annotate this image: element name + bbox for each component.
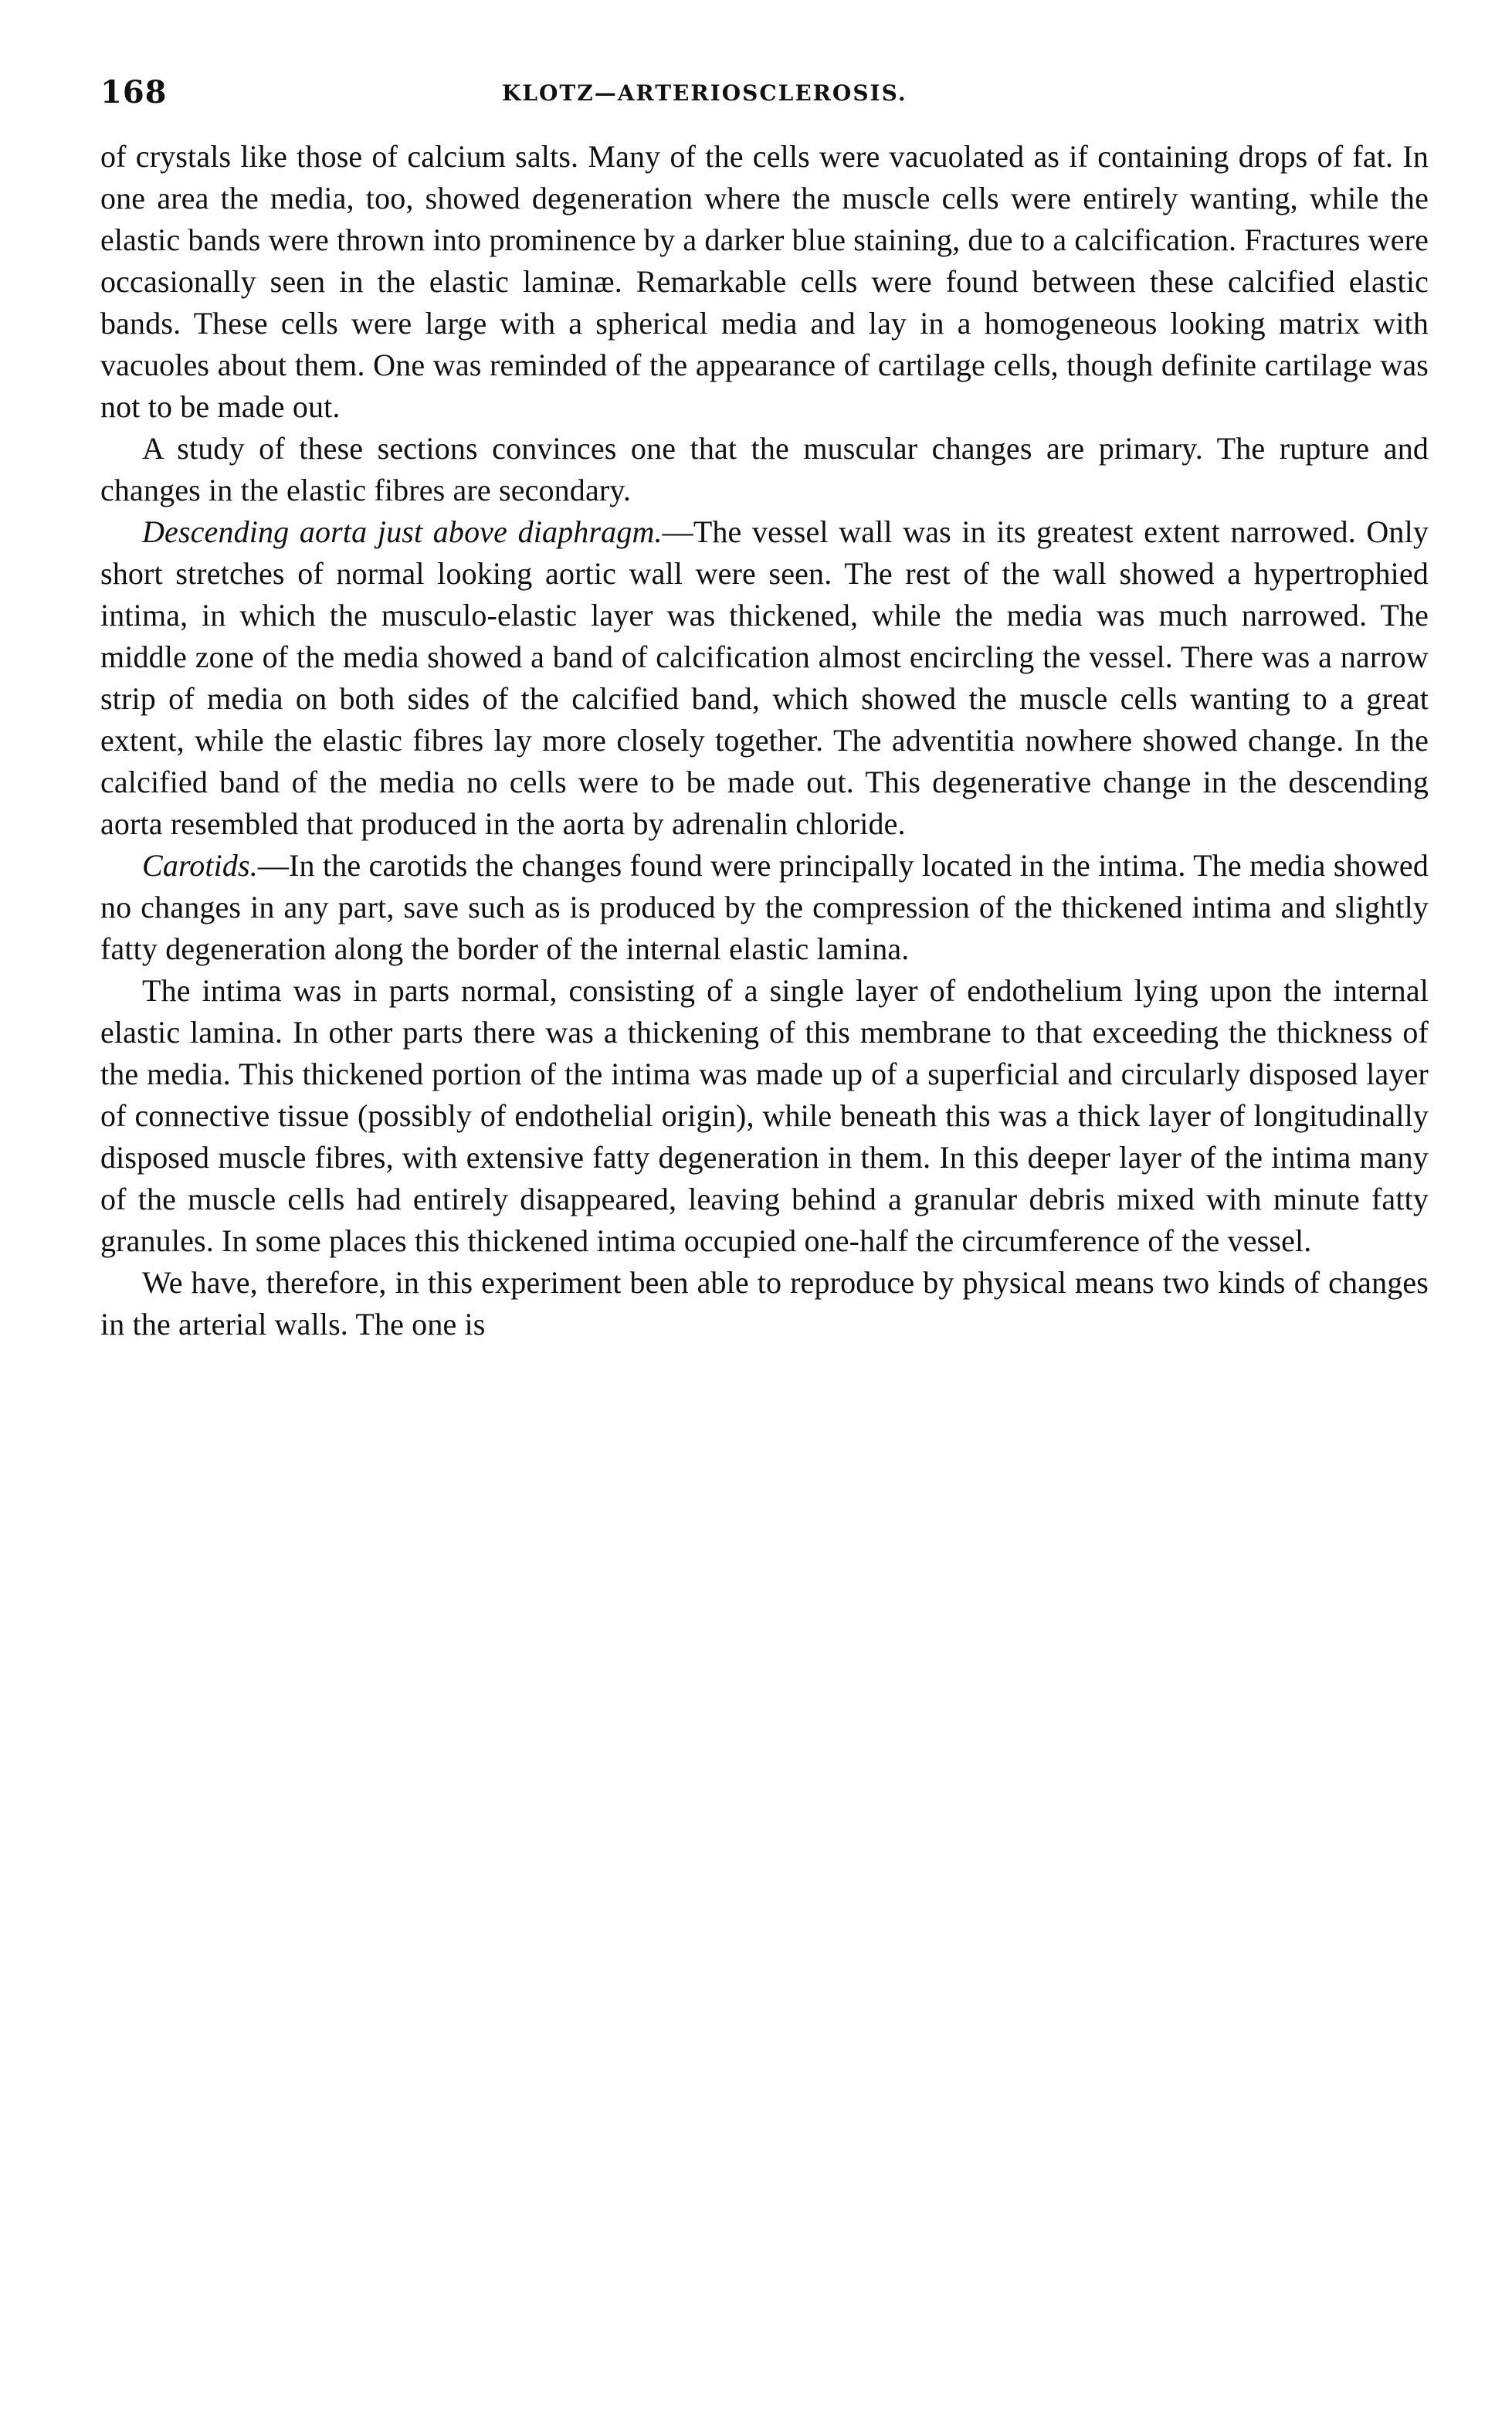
paragraph-4 xyxy=(100,845,1429,970)
paragraph-5 xyxy=(100,970,1429,1262)
paragraph-4-heading: Carotids. xyxy=(142,848,258,883)
paragraph-3-text: —The vessel wall was in its greatest extent narrowed. Only short stretches of normal looking aortic wall were seen. The rest of the wall showed a hypertrophied intima, in which the musculo-elastic layer was thickened, while the media was much narrowed. The middle zone of the media showed a band of calcification almost encircling the vessel. There was a narrow strip of media on both sides of the calcified band, which showed the muscle cells wanting to a great extent, while the elastic fibres lay more closely together. The adventitia nowhere showed change. In the calcified band of the media no cells were to be made out. This degenerative change in the descending aorta resembled that produced in the aorta by adrenalin chloride. xyxy=(100,514,1429,841)
page-header xyxy=(100,60,1429,124)
page-body xyxy=(100,136,1429,1345)
page-number: 168 xyxy=(100,74,168,110)
running-head: KLOTZ—ARTERIOSCLEROSIS. xyxy=(502,80,907,106)
paragraph-1-text: of crystals like those of calcium salts. Many of the cells were vacuolated as if containing drops of fat. In one area the media, too, showed degeneration where the muscle cells were entirely wanting, while the elastic bands were thrown into prominence by a darker blue staining, due to a calcification. Fractures were occasionally seen in the elastic laminæ. Remarkable cells were found between these calcified elastic bands. These cells were large with a spherical media and lay in a homogeneous looking matrix with vacuoles about them. One was reminded of the appearance of cartilage cells, though definite cartilage was not to be made out. xyxy=(100,139,1429,424)
paragraph-2 xyxy=(100,428,1429,511)
paragraph-6 xyxy=(100,1262,1429,1345)
paragraph-6-text: We have, therefore, in this experiment been able to reproduce by physical means two kinds of changes in the arterial walls. The one is xyxy=(100,1265,1429,1342)
book-page xyxy=(100,60,1429,1345)
paragraph-2-text: A study of these sections convinces one that the muscular changes are primary. The rupture and changes in the elastic fibres are secondary. xyxy=(100,431,1429,507)
paragraph-5-text: The intima was in parts normal, consisting of a single layer of endothelium lying upon the internal elastic lamina. In other parts there was a thickening of this membrane to that exceeding the thickness of the media. This thickened portion of the intima was made up of a superficial and circularly disposed layer of connective tissue (possibly of endothelial origin), while beneath this was a thick layer of longitudinally disposed muscle fibres, with extensive fatty degeneration in them. In this deeper layer of the intima many of the muscle cells had entirely disappeared, leaving behind a granular debris mixed with minute fatty granules. In some places this thickened intima occupied one-half the circumference of the vessel. xyxy=(100,973,1429,1258)
paragraph-1 xyxy=(100,136,1429,428)
paragraph-4-text: —In the carotids the changes found were principally located in the intima. The media showed no changes in any part, save such as is produced by the compression of the thickened intima and slightly fatty degeneration along the border of the internal elastic lamina. xyxy=(100,848,1429,966)
paragraph-3-heading: Descending aorta just above diaphragm. xyxy=(142,514,663,549)
paragraph-3 xyxy=(100,511,1429,845)
